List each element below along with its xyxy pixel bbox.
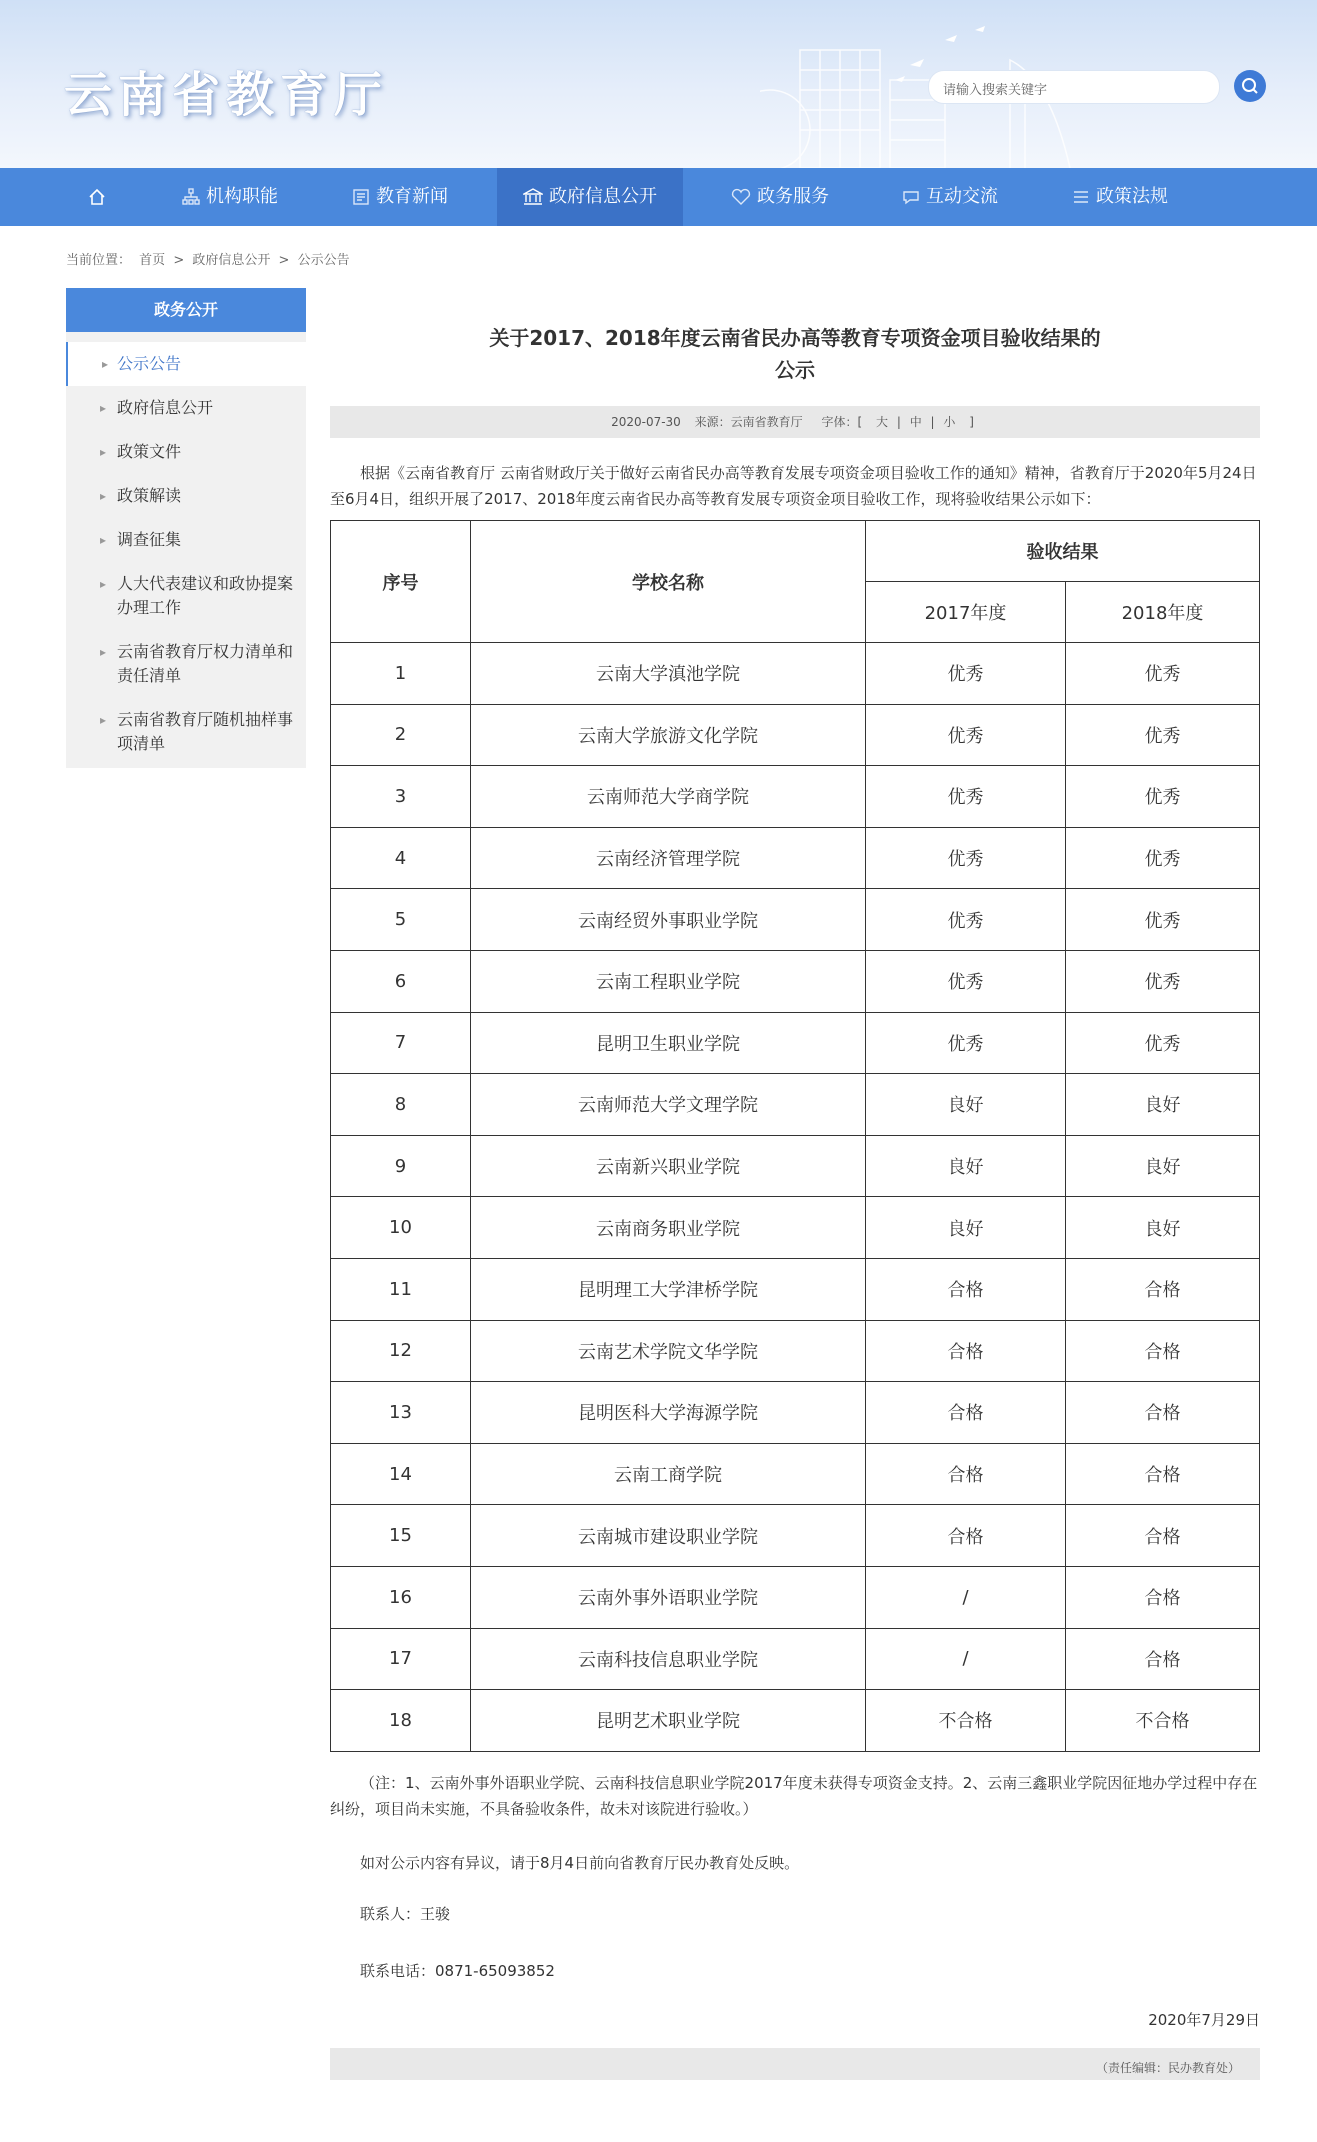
table-cell-2017: / xyxy=(866,1566,1066,1628)
sidebar-item-label: 公示公告 xyxy=(117,354,182,373)
table-cell-school: 云南科技信息职业学院 xyxy=(471,1628,866,1690)
table-cell-2017: 合格 xyxy=(866,1505,1066,1567)
breadcrumb-gov-info[interactable]: 政府信息公开 xyxy=(192,253,271,268)
table-cell-2018: 优秀 xyxy=(1066,889,1260,951)
article-title xyxy=(330,322,1260,386)
nav-gov-info[interactable] xyxy=(497,168,683,226)
search-input[interactable] xyxy=(928,70,1220,104)
sidebar-item-label: 政策解读 xyxy=(117,486,182,505)
breadcrumb-current[interactable]: 公示公告 xyxy=(297,253,350,268)
table-cell-2017: 优秀 xyxy=(866,950,1066,1012)
table-cell-no: 15 xyxy=(331,1505,471,1567)
table-cell-school: 云南艺术学院文华学院 xyxy=(471,1320,866,1382)
table-cell-no: 10 xyxy=(331,1197,471,1259)
article-note: （注：1、云南外事外语职业学院、云南科技信息职业学院2017年度未获得专项资金支持。2、云南三鑫职业学院因征地办学过程中存在纠纷，项目尚未实施，不具备验收条件，故未对该院进行验收。） xyxy=(330,1773,1258,1818)
search-placeholder: 请输入搜索关键字 xyxy=(943,83,1048,98)
site-logo-title[interactable]: 云南省教育厅 xyxy=(64,67,389,123)
table-cell-no: 11 xyxy=(331,1258,471,1320)
sidebar-item-announcements[interactable] xyxy=(66,342,306,386)
article-date: 2020-07-30 xyxy=(611,415,681,429)
table-row xyxy=(331,1690,1260,1752)
table-header-result: 验收结果 xyxy=(866,521,1260,582)
table-cell-2017: 合格 xyxy=(866,1382,1066,1444)
font-size-control: 字体：[ 大 | 中 | 小 ] xyxy=(821,415,974,429)
breadcrumb xyxy=(66,249,354,268)
article-phone: 联系电话：0871-65093852 xyxy=(360,1961,555,1980)
table-cell-school: 云南经济管理学院 xyxy=(471,827,866,889)
table-cell-2017: 合格 xyxy=(866,1258,1066,1320)
table-header-2017: 2017年度 xyxy=(866,582,1066,643)
table-cell-2017: 合格 xyxy=(866,1443,1066,1505)
sidebar-item-policy-docs[interactable] xyxy=(66,430,306,474)
search-button[interactable] xyxy=(1234,70,1266,102)
chevron-right-icon: ▸ xyxy=(100,713,107,727)
article-main xyxy=(330,300,1260,2080)
article-meta xyxy=(330,406,1260,438)
chevron-right-icon: ▸ xyxy=(100,401,107,415)
table-row xyxy=(331,1628,1260,1690)
table-cell-2018: 合格 xyxy=(1066,1505,1260,1567)
org-icon xyxy=(182,188,200,206)
table-row xyxy=(331,1443,1260,1505)
table-cell-no: 8 xyxy=(331,1074,471,1136)
table-row xyxy=(331,643,1260,705)
sidebar-list xyxy=(66,332,306,768)
table-cell-2017: 不合格 xyxy=(866,1690,1066,1752)
table-cell-2018: 合格 xyxy=(1066,1628,1260,1690)
article-source: 来源：云南省教育厅 xyxy=(694,415,803,429)
table-row xyxy=(331,889,1260,951)
table-cell-2017: 优秀 xyxy=(866,827,1066,889)
sidebar-item-label: 政策文件 xyxy=(117,442,182,461)
government-icon xyxy=(523,188,543,206)
table-cell-school: 昆明卫生职业学院 xyxy=(471,1012,866,1074)
table-cell-school: 云南经贸外事职业学院 xyxy=(471,889,866,951)
sidebar-item-gov-info[interactable] xyxy=(66,386,306,430)
table-cell-no: 4 xyxy=(331,827,471,889)
table-cell-school: 昆明艺术职业学院 xyxy=(471,1690,866,1752)
chevron-right-icon: ▸ xyxy=(102,357,109,371)
font-size-close: ] xyxy=(969,415,974,429)
table-row xyxy=(331,1320,1260,1382)
table-cell-no: 3 xyxy=(331,766,471,828)
table-cell-2018: 优秀 xyxy=(1066,643,1260,705)
sidebar-item-proposals[interactable] xyxy=(66,562,306,630)
table-header-school: 学校名称 xyxy=(471,521,866,643)
chevron-right-icon: ▸ xyxy=(100,489,107,503)
article-title-line: 关于2017、2018年度云南省民办高等教育专项资金项目验收结果的 xyxy=(489,326,1101,350)
font-size-label: 字体：[ xyxy=(821,415,863,429)
table-cell-2018: 合格 xyxy=(1066,1258,1260,1320)
table-cell-2017: 优秀 xyxy=(866,704,1066,766)
table-cell-no: 2 xyxy=(331,704,471,766)
table-cell-2018: 合格 xyxy=(1066,1320,1260,1382)
table-row xyxy=(331,1505,1260,1567)
breadcrumb-separator: > xyxy=(278,253,290,268)
chevron-right-icon: ▸ xyxy=(100,577,107,591)
table-cell-2018: 优秀 xyxy=(1066,1012,1260,1074)
nav-service[interactable] xyxy=(710,168,850,226)
table-cell-2017: 良好 xyxy=(866,1197,1066,1259)
nav-home[interactable] xyxy=(50,168,150,226)
table-row xyxy=(331,1135,1260,1197)
table-row xyxy=(331,1382,1260,1444)
table-cell-2018: 良好 xyxy=(1066,1135,1260,1197)
table-cell-no: 6 xyxy=(331,950,471,1012)
table-body xyxy=(331,643,1260,1752)
table-row xyxy=(331,766,1260,828)
table-row xyxy=(331,1012,1260,1074)
sidebar-item-label: 调查征集 xyxy=(117,530,182,549)
table-cell-2017: / xyxy=(866,1628,1066,1690)
nav-news-label: 教育新闻 xyxy=(376,186,448,207)
nav-interaction[interactable] xyxy=(880,168,1020,226)
table-cell-school: 云南新兴职业学院 xyxy=(471,1135,866,1197)
table-cell-no: 17 xyxy=(331,1628,471,1690)
table-cell-no: 13 xyxy=(331,1382,471,1444)
table-cell-school: 云南外事外语职业学院 xyxy=(471,1566,866,1628)
table-cell-no: 5 xyxy=(331,889,471,951)
table-cell-no: 9 xyxy=(331,1135,471,1197)
table-cell-2018: 合格 xyxy=(1066,1443,1260,1505)
service-icon xyxy=(731,188,751,206)
table-row xyxy=(331,1074,1260,1136)
table-cell-no: 12 xyxy=(331,1320,471,1382)
nav-service-label: 政务服务 xyxy=(757,186,829,207)
search-icon xyxy=(1234,70,1266,102)
article-objection: 如对公示内容有异议，请于8月4日前向省教育厅民办教育处反映。 xyxy=(360,1853,800,1872)
table-row xyxy=(331,827,1260,889)
nav-news[interactable] xyxy=(330,168,470,226)
table-row xyxy=(331,1566,1260,1628)
sidebar-item-label: 政府信息公开 xyxy=(117,398,214,417)
chevron-right-icon: ▸ xyxy=(100,645,107,659)
table-cell-2018: 合格 xyxy=(1066,1382,1260,1444)
chat-icon xyxy=(902,188,920,206)
table-cell-no: 7 xyxy=(331,1012,471,1074)
table-header-no: 序号 xyxy=(331,521,471,643)
table-cell-no: 1 xyxy=(331,643,471,705)
table-cell-2018: 合格 xyxy=(1066,1566,1260,1628)
results-table xyxy=(330,520,1260,1752)
nav-gov-info-label: 政府信息公开 xyxy=(549,186,657,207)
table-cell-2018: 优秀 xyxy=(1066,766,1260,828)
table-cell-2017: 优秀 xyxy=(866,766,1066,828)
table-cell-2017: 优秀 xyxy=(866,889,1066,951)
table-cell-school: 昆明理工大学津桥学院 xyxy=(471,1258,866,1320)
table-row xyxy=(331,1197,1260,1259)
table-cell-2018: 优秀 xyxy=(1066,827,1260,889)
article-title-line: 公示 xyxy=(775,358,815,382)
chevron-right-icon: ▸ xyxy=(100,445,107,459)
nav-org-label: 机构职能 xyxy=(206,186,278,207)
table-cell-no: 16 xyxy=(331,1566,471,1628)
table-cell-school: 云南大学滇池学院 xyxy=(471,643,866,705)
table-cell-2018: 优秀 xyxy=(1066,704,1260,766)
table-cell-2017: 合格 xyxy=(866,1320,1066,1382)
nav-policy-label: 政策法规 xyxy=(1096,186,1168,207)
table-row xyxy=(331,1258,1260,1320)
article-intro: 根据《云南省教育厅 云南省财政厅关于做好云南省民办高等教育发展专项资金项目验收工作的通知》精神，省教育厅于2020年5月24日至6月4日，组织开展了2017、2018年度云南省民办高等教育发展专项资金项目验收工作，现将验收结果公示如下： xyxy=(330,464,1257,508)
sidebar-item-policy-interpretation[interactable] xyxy=(66,474,306,518)
table-cell-school: 云南商务职业学院 xyxy=(471,1197,866,1259)
main-nav xyxy=(0,168,1317,226)
breadcrumb-home[interactable]: 首页 xyxy=(139,253,166,268)
sidebar-item-power-list[interactable] xyxy=(66,630,306,698)
nav-org[interactable] xyxy=(160,168,300,226)
table-cell-2018: 良好 xyxy=(1066,1197,1260,1259)
table-cell-school: 云南工程职业学院 xyxy=(471,950,866,1012)
sidebar-item-random-sampling[interactable] xyxy=(66,698,306,766)
font-large-button[interactable]: 大 xyxy=(876,415,889,429)
table-cell-school: 云南大学旅游文化学院 xyxy=(471,704,866,766)
table-cell-2017: 良好 xyxy=(866,1135,1066,1197)
table-header-2018: 2018年度 xyxy=(1066,582,1260,643)
table-cell-no: 14 xyxy=(331,1443,471,1505)
article-contact: 联系人：王骏 xyxy=(360,1904,451,1923)
table-cell-2018: 良好 xyxy=(1066,1074,1260,1136)
font-small-button[interactable]: 小 xyxy=(943,415,956,429)
table-cell-no: 18 xyxy=(331,1690,471,1752)
table-cell-school: 云南师范大学商学院 xyxy=(471,766,866,828)
breadcrumb-separator: > xyxy=(173,253,185,268)
home-icon xyxy=(88,188,106,206)
nav-policy[interactable] xyxy=(1050,168,1190,226)
breadcrumb-prefix: 当前位置： xyxy=(66,253,132,268)
table-row xyxy=(331,950,1260,1012)
table-cell-2017: 优秀 xyxy=(866,1012,1066,1074)
table-cell-2017: 良好 xyxy=(866,1074,1066,1136)
news-icon xyxy=(352,188,370,206)
font-medium-button[interactable]: 中 xyxy=(909,415,922,429)
sidebar-item-label: 人大代表建议和政协提案办理工作 xyxy=(117,574,294,617)
list-icon xyxy=(1072,188,1090,206)
table-cell-2017: 优秀 xyxy=(866,643,1066,705)
table-cell-school: 昆明医科大学海源学院 xyxy=(471,1382,866,1444)
sidebar-item-survey[interactable] xyxy=(66,518,306,562)
table-cell-school: 云南城市建设职业学院 xyxy=(471,1505,866,1567)
table-cell-2018: 优秀 xyxy=(1066,950,1260,1012)
table-cell-school: 云南工商学院 xyxy=(471,1443,866,1505)
sidebar-item-label: 云南省教育厅随机抽样事项清单 xyxy=(117,710,294,753)
sidebar xyxy=(66,288,306,768)
table-cell-2018: 不合格 xyxy=(1066,1690,1260,1752)
chevron-right-icon: ▸ xyxy=(100,533,107,547)
table-row xyxy=(331,704,1260,766)
table-cell-school: 云南师范大学文理学院 xyxy=(471,1074,866,1136)
sidebar-item-label: 云南省教育厅权力清单和责任清单 xyxy=(117,642,294,685)
site-header xyxy=(0,0,1317,168)
sidebar-title: 政务公开 xyxy=(66,288,306,332)
article-editor: （责任编辑：民办教育处） xyxy=(330,2048,1260,2080)
article-sign-date: 2020年7月29日 xyxy=(1148,2010,1260,2029)
nav-interaction-label: 互动交流 xyxy=(926,186,998,207)
